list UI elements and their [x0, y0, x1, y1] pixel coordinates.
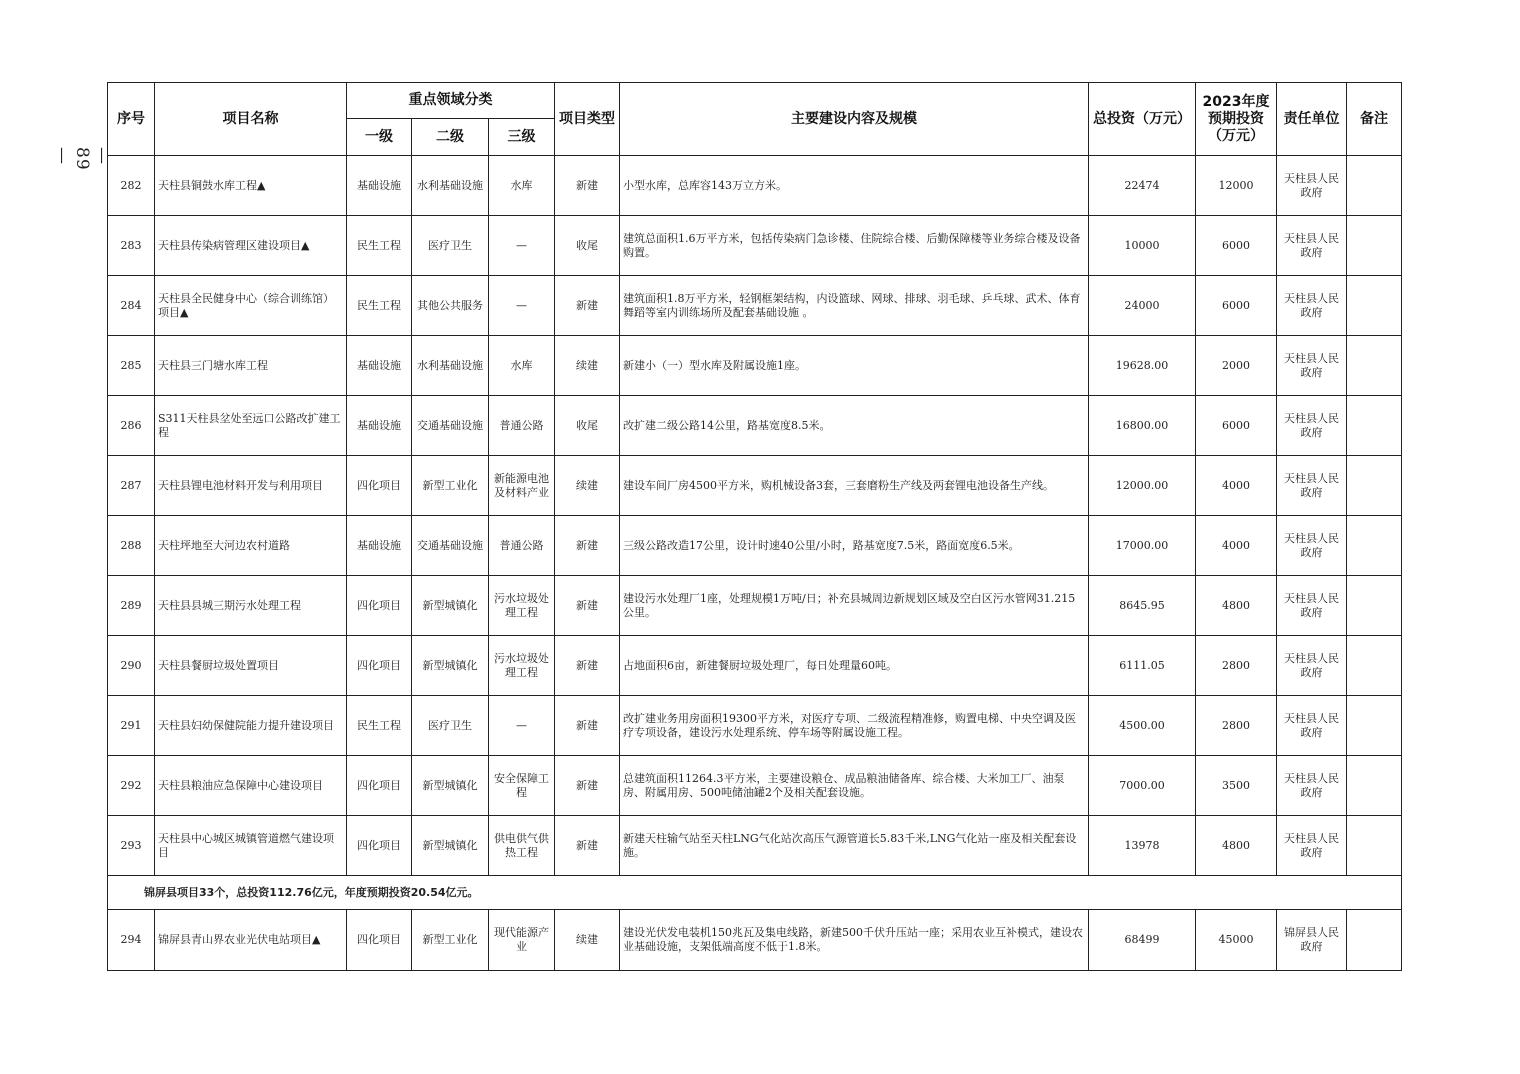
cell-unit: 天柱县人民政府 — [1277, 576, 1347, 636]
subtotal-row: 锦屏县项目33个，总投资112.76亿元，年度预期投资20.54亿元。 — [108, 876, 1402, 910]
cell-level3: 普通公路 — [489, 516, 555, 576]
cell-plan: 2000 — [1196, 336, 1277, 396]
table-row — [108, 910, 1402, 971]
cell-unit: 天柱县人民政府 — [1277, 636, 1347, 696]
cell-project-name: 天柱县县城三期污水处理工程 — [155, 576, 347, 636]
cell-content: 改扩建二级公路14公里，路基宽度8.5米。 — [620, 396, 1089, 456]
cell-total: 22474 — [1089, 156, 1196, 216]
cell-plan: 4800 — [1196, 816, 1277, 876]
cell-plan: 45000 — [1196, 910, 1277, 971]
cell-level1: 民生工程 — [347, 276, 412, 336]
cell-type: 收尾 — [555, 396, 620, 456]
cell-total: 17000.00 — [1089, 516, 1196, 576]
table-row — [108, 156, 1402, 216]
cell-level2: 水利基础设施 — [412, 336, 489, 396]
cell-type: 新建 — [555, 756, 620, 816]
cell-seq: 291 — [108, 696, 155, 756]
cell-seq: 287 — [108, 456, 155, 516]
cell-level3: 水库 — [489, 156, 555, 216]
table-body — [108, 156, 1402, 876]
cell-project-name: 天柱县锂电池材料开发与利用项目 — [155, 456, 347, 516]
cell-note — [1347, 216, 1402, 276]
cell-total: 68499 — [1089, 910, 1196, 971]
cell-plan: 12000 — [1196, 156, 1277, 216]
cell-seq: 282 — [108, 156, 155, 216]
cell-level3: — — [489, 696, 555, 756]
cell-level2: 新型城镇化 — [412, 756, 489, 816]
table-row — [108, 456, 1402, 516]
cell-project-name: S311天柱县坌处至远口公路改扩建工程 — [155, 396, 347, 456]
cell-seq: 290 — [108, 636, 155, 696]
cell-unit: 天柱县人民政府 — [1277, 216, 1347, 276]
cell-total: 16800.00 — [1089, 396, 1196, 456]
table-row — [108, 756, 1402, 816]
cell-level2: 新型城镇化 — [412, 636, 489, 696]
cell-type: 新建 — [555, 576, 620, 636]
cell-total: 12000.00 — [1089, 456, 1196, 516]
cell-unit: 天柱县人民政府 — [1277, 336, 1347, 396]
cell-type: 续建 — [555, 456, 620, 516]
cell-seq: 289 — [108, 576, 155, 636]
cell-seq: 288 — [108, 516, 155, 576]
cell-level3: 污水垃圾处理工程 — [489, 576, 555, 636]
cell-level1: 四化项目 — [347, 756, 412, 816]
header-unit: 责任单位 — [1277, 83, 1347, 156]
cell-total: 4500.00 — [1089, 696, 1196, 756]
cell-project-name: 锦屏县青山界农业光伏电站项目▲ — [155, 910, 347, 971]
cell-content: 建筑面积1.8万平方米，轻钢框架结构，内设篮球、网球、排球、羽毛球、乒乓球、武术、体育舞蹈等室内训练场所及配套基础设施 。 — [620, 276, 1089, 336]
cell-level2: 交通基础设施 — [412, 516, 489, 576]
cell-note — [1347, 816, 1402, 876]
cell-level2: 其他公共服务 — [412, 276, 489, 336]
cell-level1: 四化项目 — [347, 816, 412, 876]
cell-plan: 3500 — [1196, 756, 1277, 816]
cell-note — [1347, 456, 1402, 516]
cell-type: 续建 — [555, 336, 620, 396]
cell-level2: 医疗卫生 — [412, 216, 489, 276]
cell-type: 新建 — [555, 156, 620, 216]
cell-level1: 基础设施 — [347, 396, 412, 456]
cell-content: 建设光伏发电装机150兆瓦及集电线路，新建500千伏升压站一座；采用农业互补模式，建设农业基础设施，支架低端高度不低于1.8米。 — [620, 910, 1089, 971]
cell-level3: 安全保障工程 — [489, 756, 555, 816]
header-name: 项目名称 — [155, 83, 347, 156]
cell-unit: 天柱县人民政府 — [1277, 696, 1347, 756]
cell-level1: 四化项目 — [347, 636, 412, 696]
cell-level3: 污水垃圾处理工程 — [489, 636, 555, 696]
cell-total: 10000 — [1089, 216, 1196, 276]
cell-plan: 2800 — [1196, 636, 1277, 696]
cell-note — [1347, 336, 1402, 396]
header-type: 项目类型 — [555, 83, 620, 156]
cell-level1: 四化项目 — [347, 576, 412, 636]
table-row — [108, 276, 1402, 336]
cell-seq: 294 — [108, 910, 155, 971]
cell-note — [1347, 516, 1402, 576]
cell-note — [1347, 696, 1402, 756]
cell-level2: 新型工业化 — [412, 456, 489, 516]
cell-seq: 284 — [108, 276, 155, 336]
cell-content: 建设车间厂房4500平方米，购机械设备3套，三套磨粉生产线及两套锂电池设备生产线。 — [620, 456, 1089, 516]
cell-plan: 2800 — [1196, 696, 1277, 756]
cell-seq: 283 — [108, 216, 155, 276]
cell-type: 新建 — [555, 696, 620, 756]
header-level3: 三级 — [489, 119, 555, 156]
cell-unit: 天柱县人民政府 — [1277, 156, 1347, 216]
cell-level1: 四化项目 — [347, 910, 412, 971]
table-row — [108, 576, 1402, 636]
header-content: 主要建设内容及规模 — [620, 83, 1089, 156]
cell-unit: 天柱县人民政府 — [1277, 756, 1347, 816]
cell-content: 建设污水处理厂1座，处理规模1万吨/日；补充县城周边新规划区域及空白区污水管网31.215公里。 — [620, 576, 1089, 636]
cell-content: 新建天柱输气站至天柱LNG气化站次高压气源管道长5.83千米,LNG气化站一座及相关配套设施。 — [620, 816, 1089, 876]
table-row — [108, 696, 1402, 756]
cell-note — [1347, 576, 1402, 636]
cell-level3: 普通公路 — [489, 396, 555, 456]
cell-level1: 四化项目 — [347, 456, 412, 516]
cell-content: 总建筑面积11264.3平方米，主要建设粮仓、成品粮油储备库、综合楼、大米加工厂、油泵房、附属用房、500吨储油罐2个及相关配套设施。 — [620, 756, 1089, 816]
cell-level2: 交通基础设施 — [412, 396, 489, 456]
cell-level1: 民生工程 — [347, 696, 412, 756]
header-level2: 二级 — [412, 119, 489, 156]
header-domain: 重点领域分类 — [347, 83, 555, 119]
cell-level1: 民生工程 — [347, 216, 412, 276]
cell-project-name: 天柱坪地至大河边农村道路 — [155, 516, 347, 576]
cell-content: 小型水库，总库容143万立方米。 — [620, 156, 1089, 216]
cell-plan: 4000 — [1196, 516, 1277, 576]
cell-level1: 基础设施 — [347, 516, 412, 576]
cell-content: 新建小（一）型水库及附属设施1座。 — [620, 336, 1089, 396]
cell-total: 13978 — [1089, 816, 1196, 876]
cell-project-name: 天柱县妇幼保健院能力提升建设项目 — [155, 696, 347, 756]
cell-level3: 现代能源产业 — [489, 910, 555, 971]
cell-type: 收尾 — [555, 216, 620, 276]
table-body-2 — [108, 910, 1402, 971]
cell-content: 建筑总面积1.6万平方米，包括传染病门急诊楼、住院综合楼、后勤保障楼等业务综合楼及设备购置。 — [620, 216, 1089, 276]
cell-content: 改扩建业务用房面积19300平方米，对医疗专项、二级流程精准修，购置电梯、中央空调及医疗专项设备，建设污水处理系统、停车场等附属设施工程。 — [620, 696, 1089, 756]
project-table — [107, 82, 1402, 971]
page-number: —89— — [52, 147, 112, 171]
cell-seq: 292 — [108, 756, 155, 816]
cell-total: 24000 — [1089, 276, 1196, 336]
cell-level3: — — [489, 276, 555, 336]
cell-unit: 天柱县人民政府 — [1277, 276, 1347, 336]
cell-total: 6111.05 — [1089, 636, 1196, 696]
cell-content: 三级公路改造17公里，设计时速40公里/小时，路基宽度7.5米，路面宽度6.5米。 — [620, 516, 1089, 576]
cell-note — [1347, 156, 1402, 216]
cell-type: 新建 — [555, 276, 620, 336]
cell-level2: 医疗卫生 — [412, 696, 489, 756]
cell-note — [1347, 756, 1402, 816]
cell-level3: 水库 — [489, 336, 555, 396]
cell-note — [1347, 396, 1402, 456]
table-row — [108, 216, 1402, 276]
cell-seq: 285 — [108, 336, 155, 396]
header-note: 备注 — [1347, 83, 1402, 156]
cell-project-name: 天柱县粮油应急保障中心建设项目 — [155, 756, 347, 816]
cell-unit: 天柱县人民政府 — [1277, 816, 1347, 876]
cell-plan: 4000 — [1196, 456, 1277, 516]
cell-level3: 供电供气供热工程 — [489, 816, 555, 876]
cell-total: 7000.00 — [1089, 756, 1196, 816]
cell-unit: 天柱县人民政府 — [1277, 516, 1347, 576]
cell-total: 8645.95 — [1089, 576, 1196, 636]
cell-plan: 6000 — [1196, 216, 1277, 276]
cell-seq: 286 — [108, 396, 155, 456]
header-plan: 2023年度预期投资（万元） — [1196, 83, 1277, 156]
table-row — [108, 396, 1402, 456]
cell-plan: 6000 — [1196, 396, 1277, 456]
cell-content: 占地面积6亩，新建餐厨垃圾处理厂，每日处理量60吨。 — [620, 636, 1089, 696]
cell-project-name: 天柱县传染病管理区建设项目▲ — [155, 216, 347, 276]
cell-level2: 新型城镇化 — [412, 816, 489, 876]
table-row — [108, 636, 1402, 696]
cell-project-name: 天柱县中心城区城镇管道燃气建设项目 — [155, 816, 347, 876]
cell-level1: 基础设施 — [347, 156, 412, 216]
cell-type: 新建 — [555, 636, 620, 696]
cell-note — [1347, 910, 1402, 971]
cell-level3: — — [489, 216, 555, 276]
table-row — [108, 816, 1402, 876]
cell-unit: 天柱县人民政府 — [1277, 456, 1347, 516]
header-total: 总投资（万元） — [1089, 83, 1196, 156]
cell-plan: 4800 — [1196, 576, 1277, 636]
cell-unit: 锦屏县人民政府 — [1277, 910, 1347, 971]
cell-unit: 天柱县人民政府 — [1277, 396, 1347, 456]
cell-seq: 293 — [108, 816, 155, 876]
cell-level2: 水利基础设施 — [412, 156, 489, 216]
cell-note — [1347, 636, 1402, 696]
cell-note — [1347, 276, 1402, 336]
header-level1: 一级 — [347, 119, 412, 156]
cell-project-name: 天柱县餐厨垃圾处置项目 — [155, 636, 347, 696]
cell-level2: 新型城镇化 — [412, 576, 489, 636]
cell-total: 19628.00 — [1089, 336, 1196, 396]
cell-level2: 新型工业化 — [412, 910, 489, 971]
cell-level3: 新能源电池及材料产业 — [489, 456, 555, 516]
cell-type: 新建 — [555, 516, 620, 576]
cell-type: 续建 — [555, 910, 620, 971]
cell-plan: 6000 — [1196, 276, 1277, 336]
header-seq: 序号 — [108, 83, 155, 156]
cell-project-name: 天柱县三门塘水库工程 — [155, 336, 347, 396]
cell-project-name: 天柱县铜鼓水库工程▲ — [155, 156, 347, 216]
table-row — [108, 516, 1402, 576]
cell-project-name: 天柱县全民健身中心（综合训练馆）项目▲ — [155, 276, 347, 336]
cell-type: 新建 — [555, 816, 620, 876]
cell-level1: 基础设施 — [347, 336, 412, 396]
table-row — [108, 336, 1402, 396]
